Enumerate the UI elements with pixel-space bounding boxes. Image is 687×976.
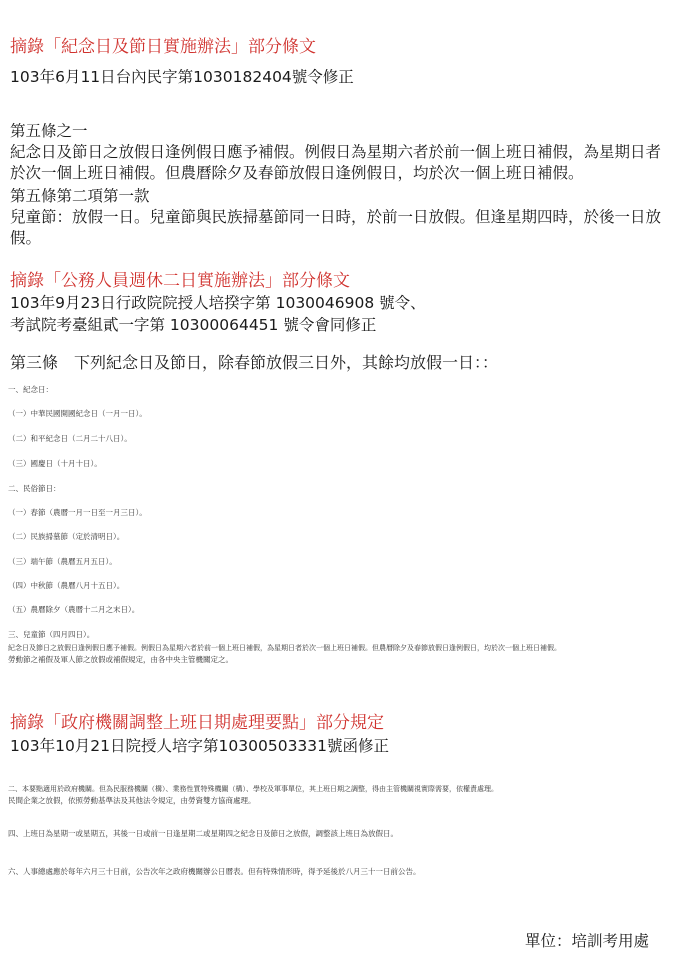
list-item: （二）和平紀念日（二月二十八日）。 (8, 434, 132, 443)
section1-heading: 摘錄「紀念日及節日實施辦法」部分條文 (10, 37, 316, 57)
section1-subheading: 103年6月11日台內民字第1030182404號令修正 (10, 68, 354, 86)
section2-article-title: 第三條 下列紀念日及節日，除春節放假三日外，其餘均放假一日：： (10, 353, 499, 372)
footer-unit: 單位：培訓考用處 (524, 932, 649, 950)
list-item: （五）農曆除夕（農曆十二月之末日）。 (8, 605, 140, 614)
section2-subheading-line1: 103年9月23日行政院院授人培揆字第 1030046908 號令、 (10, 294, 426, 312)
list-item: （四）中秋節（農曆八月十五日）。 (8, 581, 125, 590)
section2-note-line1: 紀念日及節日之放假日逢例假日應予補假。例假日為星期六者於前一個上班日補假，為星期日者於次一個上班日補假。但農曆除夕及春節放假日逢例假日，均於次一個上班日補假。 (8, 644, 561, 652)
section1-article-text: 紀念日及節日之放假日逢例假日應予補假。例假日為星期六者於前一個上班日補假，為星期日者於次一個上班日補假。但農曆除夕及春節放假日逢例假日，均於次一個上班日補假。 (10, 143, 662, 182)
list-item: （三）端午節（農曆五月五日）。 (8, 557, 117, 566)
section3-heading: 摘錄「政府機關調整上班日期處理要點」部分規定 (10, 713, 384, 733)
section2-heading: 摘錄「公務人員週休二日實施辦法」部分條文 (10, 271, 350, 291)
list-item: 一、紀念日： (8, 385, 53, 394)
section2-subheading-line2: 考試院考臺組貳一字第 10300064451 號令會同修正 (10, 316, 377, 334)
section1-article-title: 第五條之一 (10, 122, 88, 140)
list-item: （三）國慶日（十月十日）。 (8, 459, 102, 468)
section3-para2-line1: 二、本要點適用於政府機關。但為民服務機關（構）、業務性質特殊機關（構）、學校及軍事單位，其上班日期之調整，得由主管機關視實際需要，依權責處理。 (8, 785, 498, 793)
section1-article2-text: 兒童節：放假一日。兒童節與民族掃墓節同一日時，於前一日放假。但逢星期四時，於後一日放假。 (10, 208, 662, 247)
list-item: 三、兒童節（四月四日）。 (8, 630, 95, 639)
section2-note-line2: 勞動節之補假及軍人節之放假或補假規定，由各中央主管機關定之。 (8, 655, 233, 664)
list-item: 二、民俗節日： (8, 484, 61, 493)
section3-subheading: 103年10月21日院授人培字第10300503331號函修正 (10, 737, 390, 755)
section3-para6: 六、人事總處應於每年六月三十日前，公告次年之政府機關辦公日曆表。但有特殊情形時，得予延後於八月三十一日前公告。 (8, 867, 421, 876)
list-item: （一）中華民國開國紀念日（一月一日）。 (8, 409, 147, 418)
section3-para2-line2: 民間企業之放假，依照勞動基準法及其他法令規定，由勞資雙方協商處理。 (8, 796, 256, 805)
list-item: （二）民族掃墓節（定於清明日）。 (8, 532, 125, 541)
section1-article2-title: 第五條第二項第一款 (10, 187, 150, 205)
list-item: （一）春節（農曆一月一日至一月三日）。 (8, 508, 147, 517)
section3-para4: 四、上班日為星期一或星期五，其後一日或前一日逢星期二或星期四之紀念日及節日之放假，調整該上班日為放假日。 (8, 829, 398, 838)
